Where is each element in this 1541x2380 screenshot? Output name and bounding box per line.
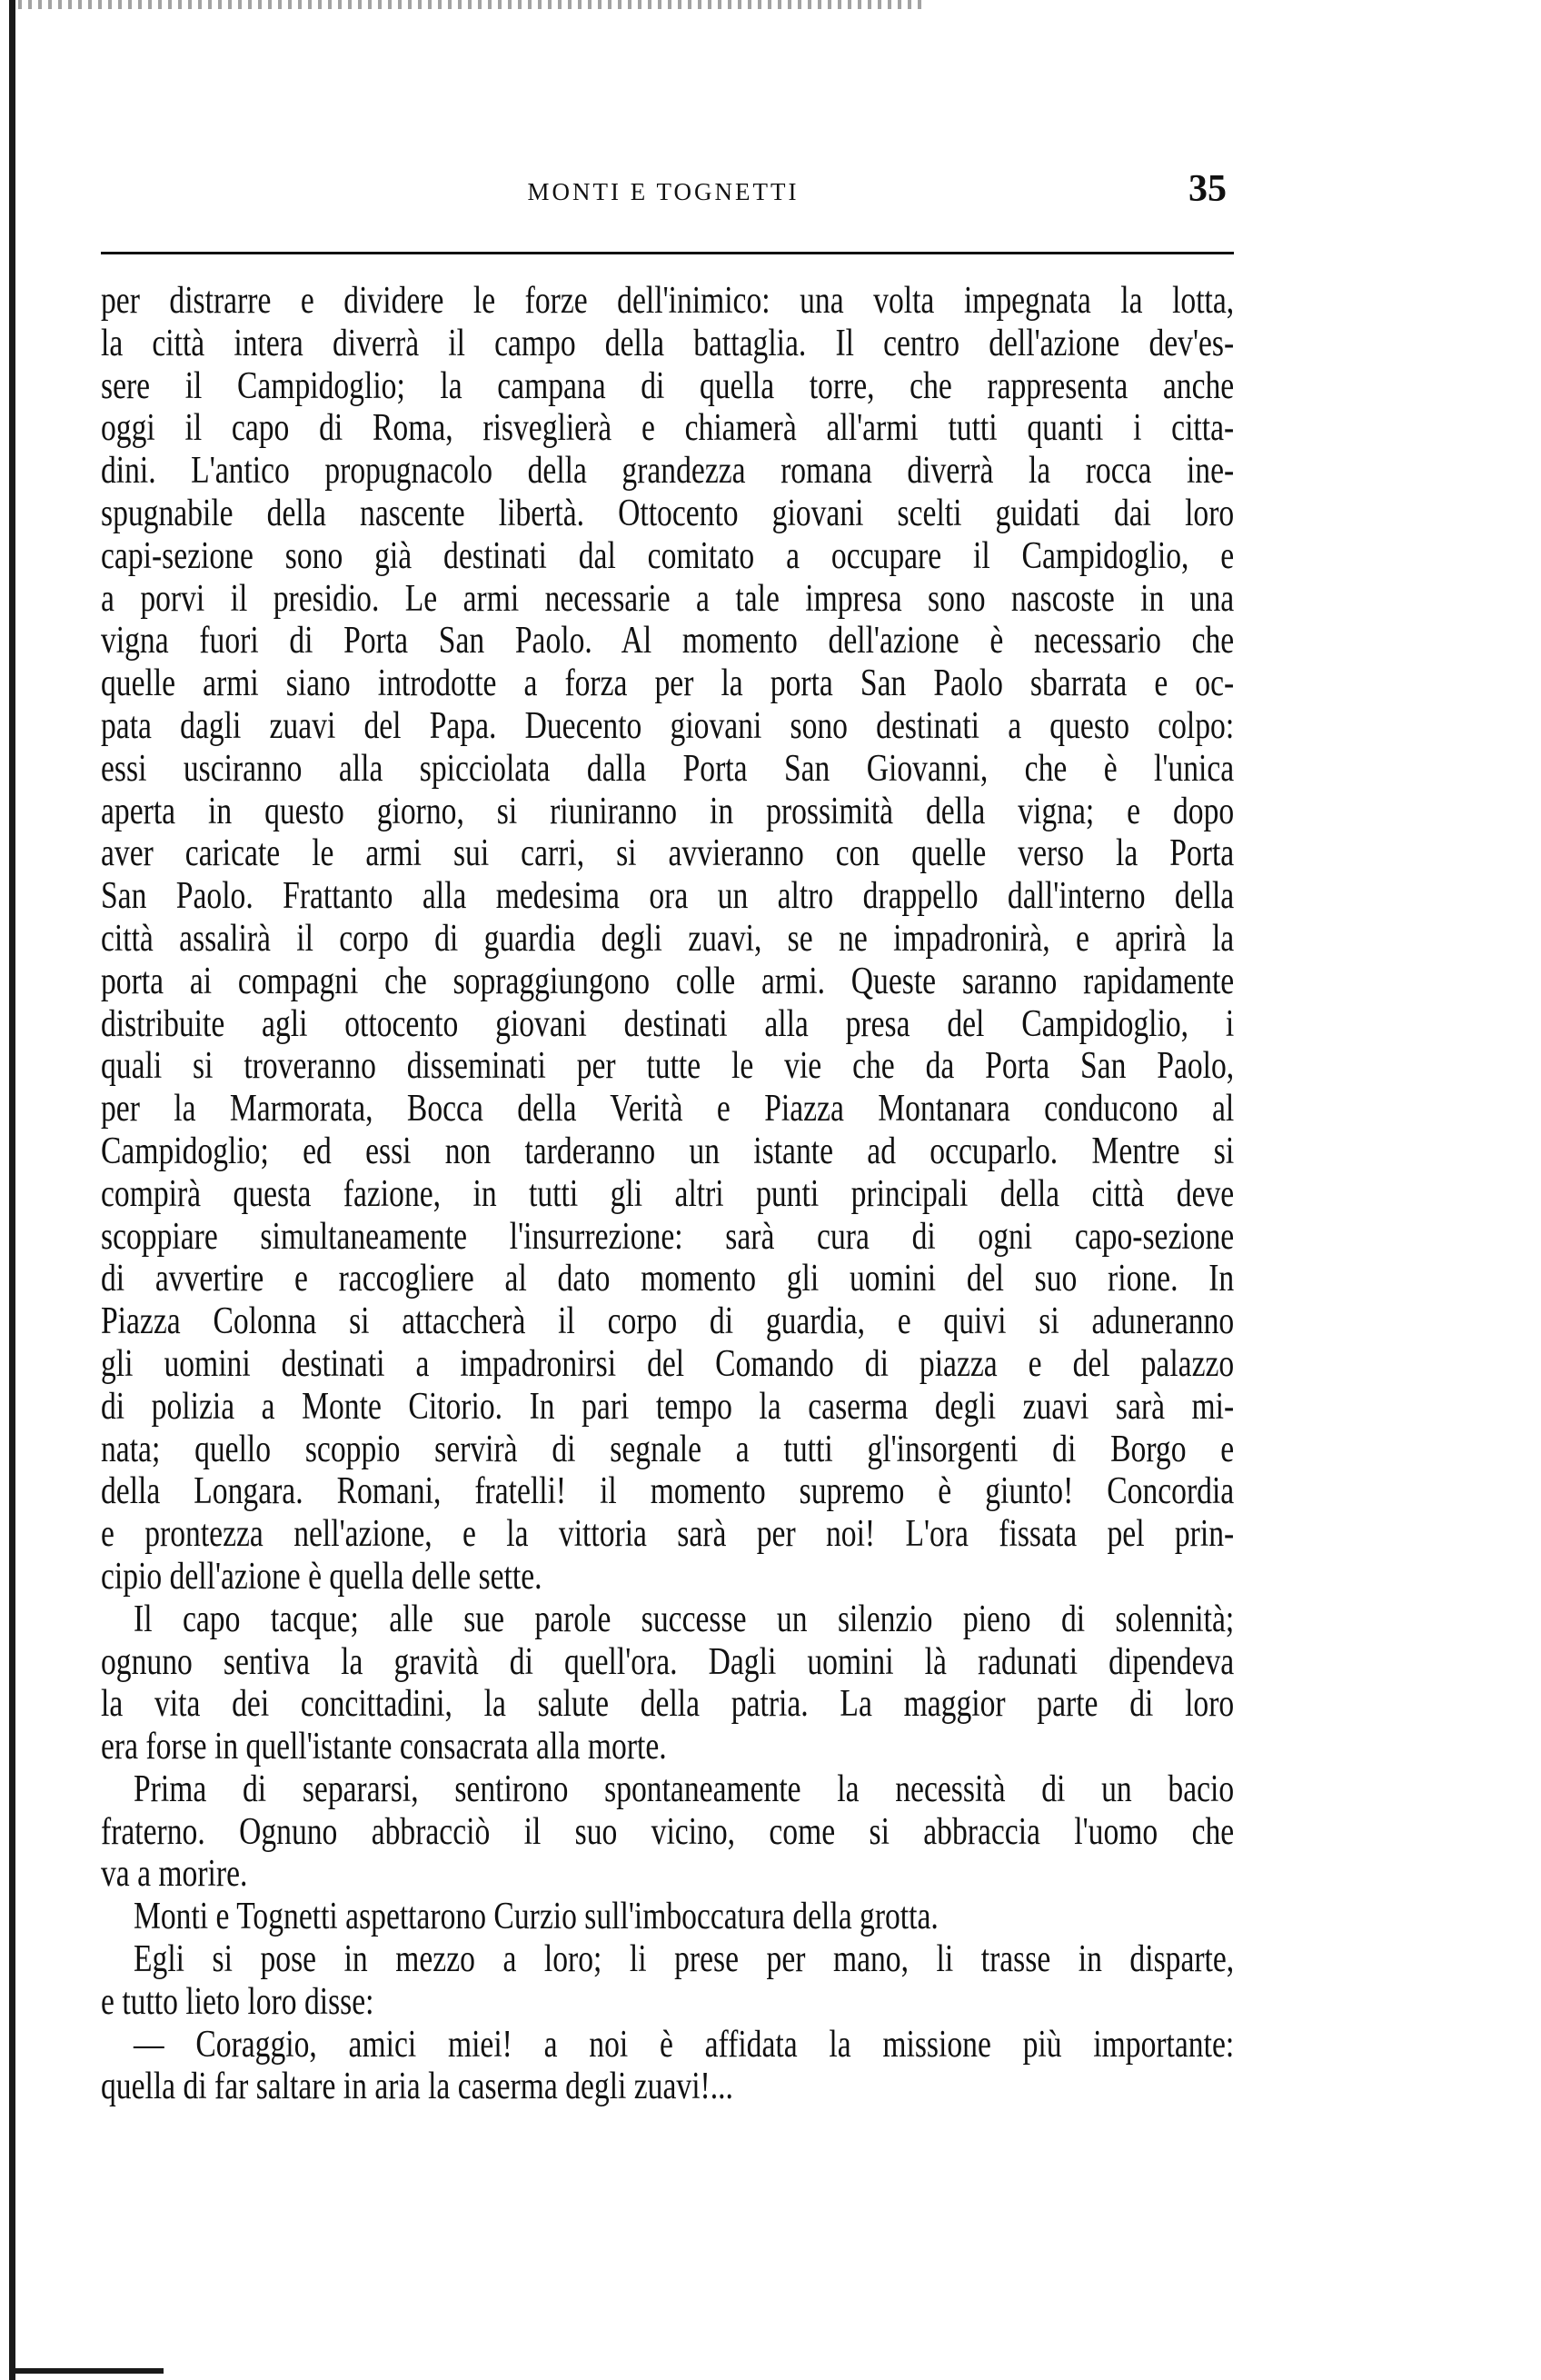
text-line: compirà questa fazione, in tutti gli altri punti principali della città deve (101, 1172, 1235, 1215)
text-line: Piazza Colonna si attaccherà il corpo di guardia, e quivi si aduneranno (101, 1300, 1235, 1343)
text-line: la vita dei concittadini, la salute della patria. La maggior parte di loro (101, 1683, 1235, 1726)
text-line: San Paolo. Frattanto alla medesima ora un altro drappello dall'interno della (101, 875, 1235, 918)
text-line: oggi il capo di Roma, risveglierà e chiamerà all'armi tutti quanti i citta- (101, 407, 1235, 450)
page-edge-left (9, 0, 15, 2380)
text-line: era forse in quell'istante consacrata alla morte. (101, 1726, 667, 1768)
page-number: 35 (1188, 168, 1227, 210)
paragraph (101, 2024, 1234, 2109)
paragraph (101, 1768, 1234, 1896)
text-line: a porvi il presidio. Le armi necessarie a tale impresa sono nascoste in una (101, 577, 1235, 620)
text-line: distribuite agli ottocento giovani destinati alla presa del Campidoglio, i (101, 1002, 1235, 1045)
text-line: pata dagli zuavi del Papa. Duecento giovani sono destinati a questo colpo: (101, 704, 1235, 747)
text-line: e tutto lieto loro disse: (101, 1980, 374, 2023)
text-line: Egli si pose in mezzo a loro; li prese per mano, li trasse in disparte, (134, 1938, 1235, 1981)
text-line: va a morire. (101, 1853, 248, 1896)
text-line: per la Marmorata, Bocca della Verità e Piazza Montanara conducono al (101, 1088, 1235, 1130)
page-edge-bottom (9, 2368, 164, 2374)
text-line: della Longara. Romani, fratelli! il momento supremo è giunto! Concordia (101, 1470, 1235, 1513)
text-line: fraterno. Ognuno abbracciò il suo vicino, come si abbraccia l'uomo che (101, 1810, 1235, 1853)
paragraph (101, 1896, 1234, 1938)
text-line: Campidoglio; ed essi non tarderanno un istante ad occuparlo. Mentre si (101, 1130, 1235, 1172)
text-line: aver caricate le armi sui carri, si avvieranno con quelle verso la Porta (101, 832, 1235, 875)
text-line: Monti e Tognetti aspettarono Curzio sull'imboccatura della grotta. (134, 1896, 939, 1938)
text-line: essi usciranno alla spicciolata dalla Porta San Giovanni, che è l'unica (101, 747, 1235, 790)
header-rule (101, 252, 1234, 254)
text-line: vigna fuori di Porta San Paolo. Al momento dell'azione è necessario che (101, 620, 1235, 662)
paragraph (101, 280, 1234, 1598)
text-line: spugnabile della nascente libertà. Ottocento giovani scelti guidati dai loro (101, 492, 1235, 534)
text-line: sere il Campidoglio; la campana di quella torre, che rappresenta anche (101, 364, 1235, 407)
running-head: MONTI E TOGNETTI (527, 178, 800, 205)
text-line: la città intera diverrà il campo della battaglia. Il centro dell'azione dev'es- (101, 322, 1235, 364)
text-line: Prima di separarsi, sentirono spontaneamente la necessità di un bacio (134, 1768, 1235, 1810)
text-line: aperta in questo giorno, si riuniranno in prossimità della vigna; e dopo (101, 790, 1235, 832)
text-line: — Coraggio, amici miei! a noi è affidata la missione più importante: (134, 2023, 1235, 2066)
text-line: di avvertire e raccogliere al dato momento gli uomini del suo rione. In (101, 1258, 1235, 1300)
paragraph (101, 1938, 1234, 2024)
scan-noise-top (18, 0, 927, 9)
paragraph (101, 1598, 1234, 1768)
text-line: Il capo tacque; alle sue parole successe un silenzio pieno di solennità; (134, 1598, 1235, 1640)
text-line: cipio dell'azione è quella delle sette. (101, 1555, 542, 1598)
body-text (101, 280, 1234, 2108)
text-line: di polizia a Monte Citorio. In pari tempo la caserma degli zuavi sarà mi- (101, 1385, 1235, 1428)
text-line: ognuno sentiva la gravità di quell'ora. Dagli uomini là radunati dipendeva (101, 1640, 1235, 1683)
text-line: città assalirà il corpo di guardia degli zuavi, se ne impadronirà, e aprirà la (101, 917, 1235, 960)
text-line: gli uomini destinati a impadronirsi del Comando di piazza e del palazzo (101, 1342, 1235, 1385)
text-line: e prontezza nell'azione, e la vittoria sarà per noi! L'ora fissata pel prin- (101, 1513, 1235, 1556)
text-line: quelle armi siano introdotte a forza per la porta San Paolo sbarrata e oc- (101, 662, 1235, 705)
text-line: capi-sezione sono già destinati dal comitato a occupare il Campidoglio, e (101, 534, 1235, 577)
text-line: dini. L'antico propugnacolo della grandezza romana diverrà la rocca ine- (101, 450, 1235, 493)
text-line: porta ai compagni che sopraggiungono colle armi. Queste saranno rapidamente (101, 960, 1235, 1002)
text-line: quali si troveranno disseminati per tutte le vie che da Porta San Paolo, (101, 1045, 1235, 1088)
text-line: scoppiare simultaneamente l'insurrezione: sarà cura di ogni capo-sezione (101, 1215, 1235, 1258)
text-line: per distrarre e dividere le forze dell'inimico: una volta impegnata la lotta, (101, 280, 1235, 322)
text-line: nata; quello scoppio servirà di segnale a tutti gl'insorgenti di Borgo e (101, 1428, 1235, 1470)
text-line: quella di far saltare in aria la caserma degli zuavi!... (101, 2066, 733, 2108)
